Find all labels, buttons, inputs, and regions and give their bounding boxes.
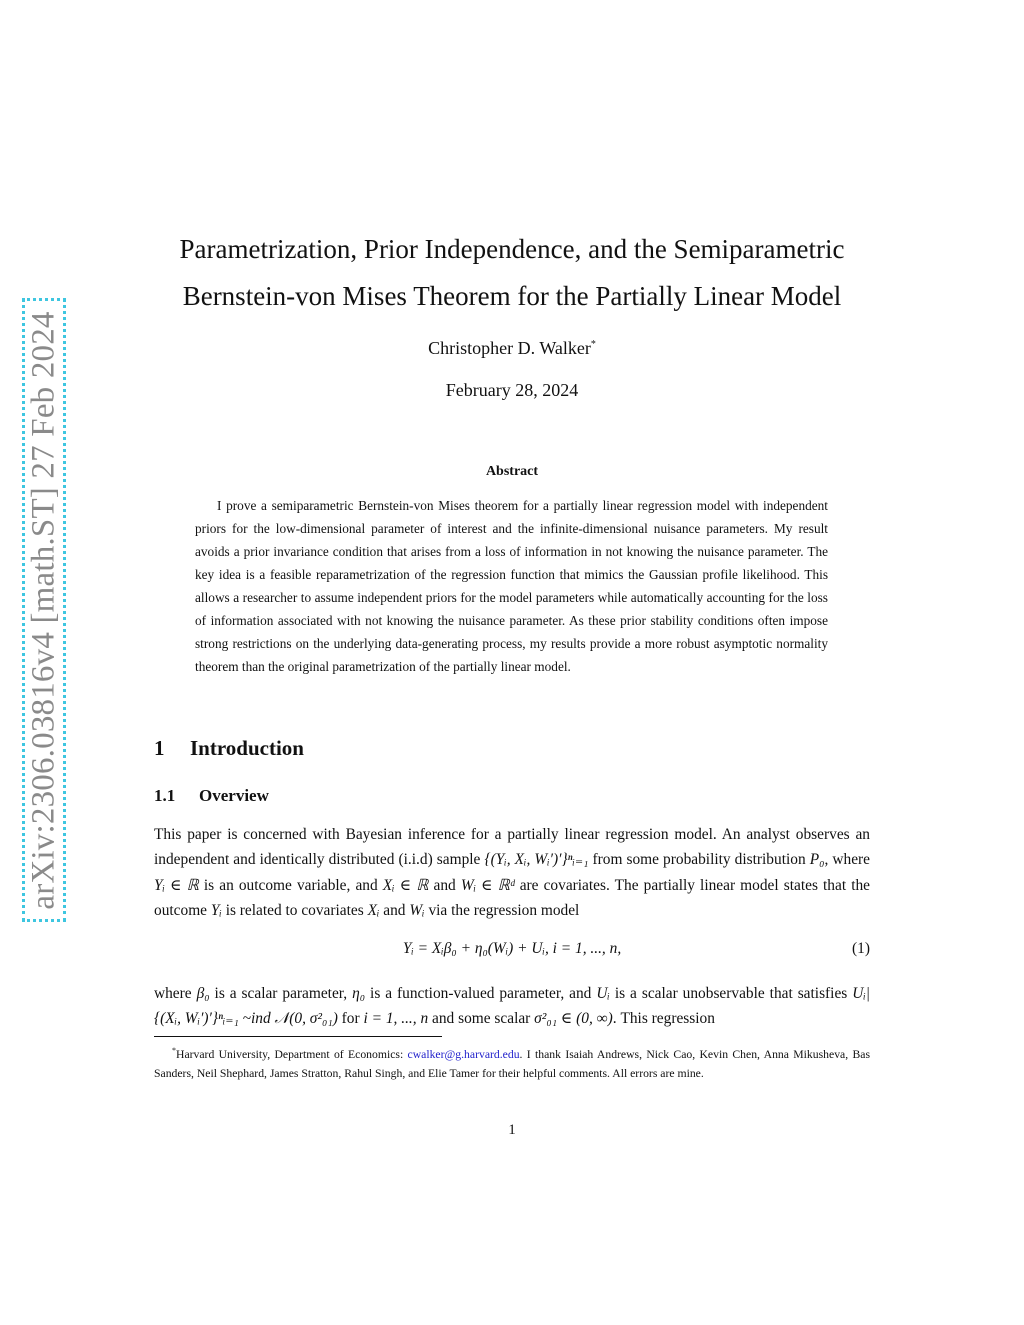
- math-ui: Uᵢ: [596, 985, 610, 1002]
- section-heading: [154, 736, 304, 761]
- subsection-heading: [154, 786, 269, 806]
- text-run: and some scalar: [428, 1010, 535, 1028]
- footnote-rule: [154, 1036, 442, 1037]
- math-xi: Xᵢ ∈ ℝ: [382, 876, 429, 894]
- math-condition: Uᵢ|{(Xᵢ, Wᵢ′)′}ⁿᵢ₌₁ ~ind 𝒩(0, σ²₀₁): [154, 985, 871, 1028]
- text-run: . This regression: [612, 1010, 715, 1028]
- math-xi: Xᵢ: [367, 901, 380, 919]
- math-yi: Yᵢ: [210, 901, 222, 919]
- text-run: are covariates. The partially linear model states that the outcome: [154, 876, 871, 919]
- author-footnote-mark: *: [590, 339, 596, 350]
- text-run: where: [154, 985, 197, 1002]
- author-line: [0, 338, 1024, 359]
- text-run: for: [337, 1010, 364, 1028]
- text-run: , where: [824, 851, 871, 869]
- text-run: from some probability distribution: [588, 851, 810, 869]
- footnote-mark: *: [172, 1046, 176, 1055]
- math-eta: η₀: [352, 985, 366, 1002]
- equation-body: Yᵢ = Xᵢβ₀ + η₀(Wᵢ) + Uᵢ, i = 1, ..., n,: [402, 940, 622, 957]
- abstract-text: I prove a semiparametric Bernstein-von Mises theorem for a partially linear regression model with independent priors for the low-dimensional parameter of interest and the infinite-dimensional nuisance parameters. My result avoids a prior invariance condition that arises from a loss of information in not knowing the nuisance parameter. The key idea is a feasible reparametrization of the regression function that mimics the Gaussian profile likelihood. This allows a researcher to assume independent priors for the model parameters while automatically accounting for the loss of information associated with not knowing the nuisance parameter. As these prior stability conditions often impose strong restrictions on the underlying data-generating process, my results provide a more robust asymptotic normality theorem than the original parametrization of the partially linear model.: [195, 498, 828, 674]
- text-run: and: [428, 876, 461, 894]
- subsection-title: Overview: [199, 786, 269, 805]
- arxiv-stamp-text: arXiv:2306.03816v4 [math.ST] 27 Feb 2024: [25, 310, 62, 910]
- text-run: is related to covariates: [221, 901, 368, 919]
- text-run: is a scalar unobservable that satisfies: [609, 985, 853, 1002]
- author-name: Christopher D. Walker: [428, 338, 591, 358]
- text-run: via the regression model: [424, 901, 580, 919]
- math-beta: β₀: [196, 985, 210, 1002]
- intro-paragraph-1: [154, 822, 870, 923]
- text-run: is a scalar parameter,: [209, 985, 353, 1002]
- math-range: i = 1, ..., n: [363, 1010, 429, 1028]
- math-sample: {(Yᵢ, Xᵢ, Wᵢ′)′}ⁿᵢ₌₁: [484, 851, 589, 869]
- footnote: [154, 1041, 870, 1083]
- text-run: is a function-valued parameter, and: [365, 985, 597, 1002]
- math-p0: P₀: [809, 851, 825, 869]
- abstract-heading: Abstract: [485, 464, 539, 479]
- section-number: 1: [154, 736, 165, 760]
- math-wi: Wᵢ: [409, 901, 425, 919]
- text-run: This paper is concerned with Bayesian inference for a partially linear regression model. An analyst observes an independent and identically distributed (i.i.d) sample: [154, 826, 870, 869]
- math-wi: Wᵢ ∈ ℝᵈ: [460, 876, 515, 894]
- math-sigma: σ²₀₁ ∈ (0, ∞): [534, 1010, 613, 1028]
- intro-paragraph-2: [154, 981, 870, 1032]
- footnote-text: . I thank Isaiah Andrews, Nick Cao, Kevin Chen, Anna Mikusheva, Bas Sanders, Neil Shephard, James Stratton, Rahul Singh, and Elie Tamer for their helpful comments. All errors are mine.: [154, 1047, 871, 1080]
- math-yi: Yᵢ ∈ ℝ: [154, 876, 199, 894]
- text-run: and: [379, 901, 410, 919]
- section-title: Introduction: [190, 736, 304, 760]
- subsection-number: 1.1: [154, 786, 176, 805]
- paper-title: Parametrization, Prior Independence, and the Semiparametric Bernstein-von Mises Theorem for the Partially Linear Model: [179, 234, 845, 311]
- text-run: is an outcome variable, and: [198, 876, 383, 894]
- email-link[interactable]: cwalker@g.harvard.edu: [407, 1047, 520, 1061]
- equation-number: (1): [852, 940, 870, 957]
- page-number: 1: [508, 1122, 516, 1138]
- footnote-text: Harvard University, Department of Economics:: [176, 1047, 408, 1061]
- paper-date: February 28, 2024: [445, 380, 579, 400]
